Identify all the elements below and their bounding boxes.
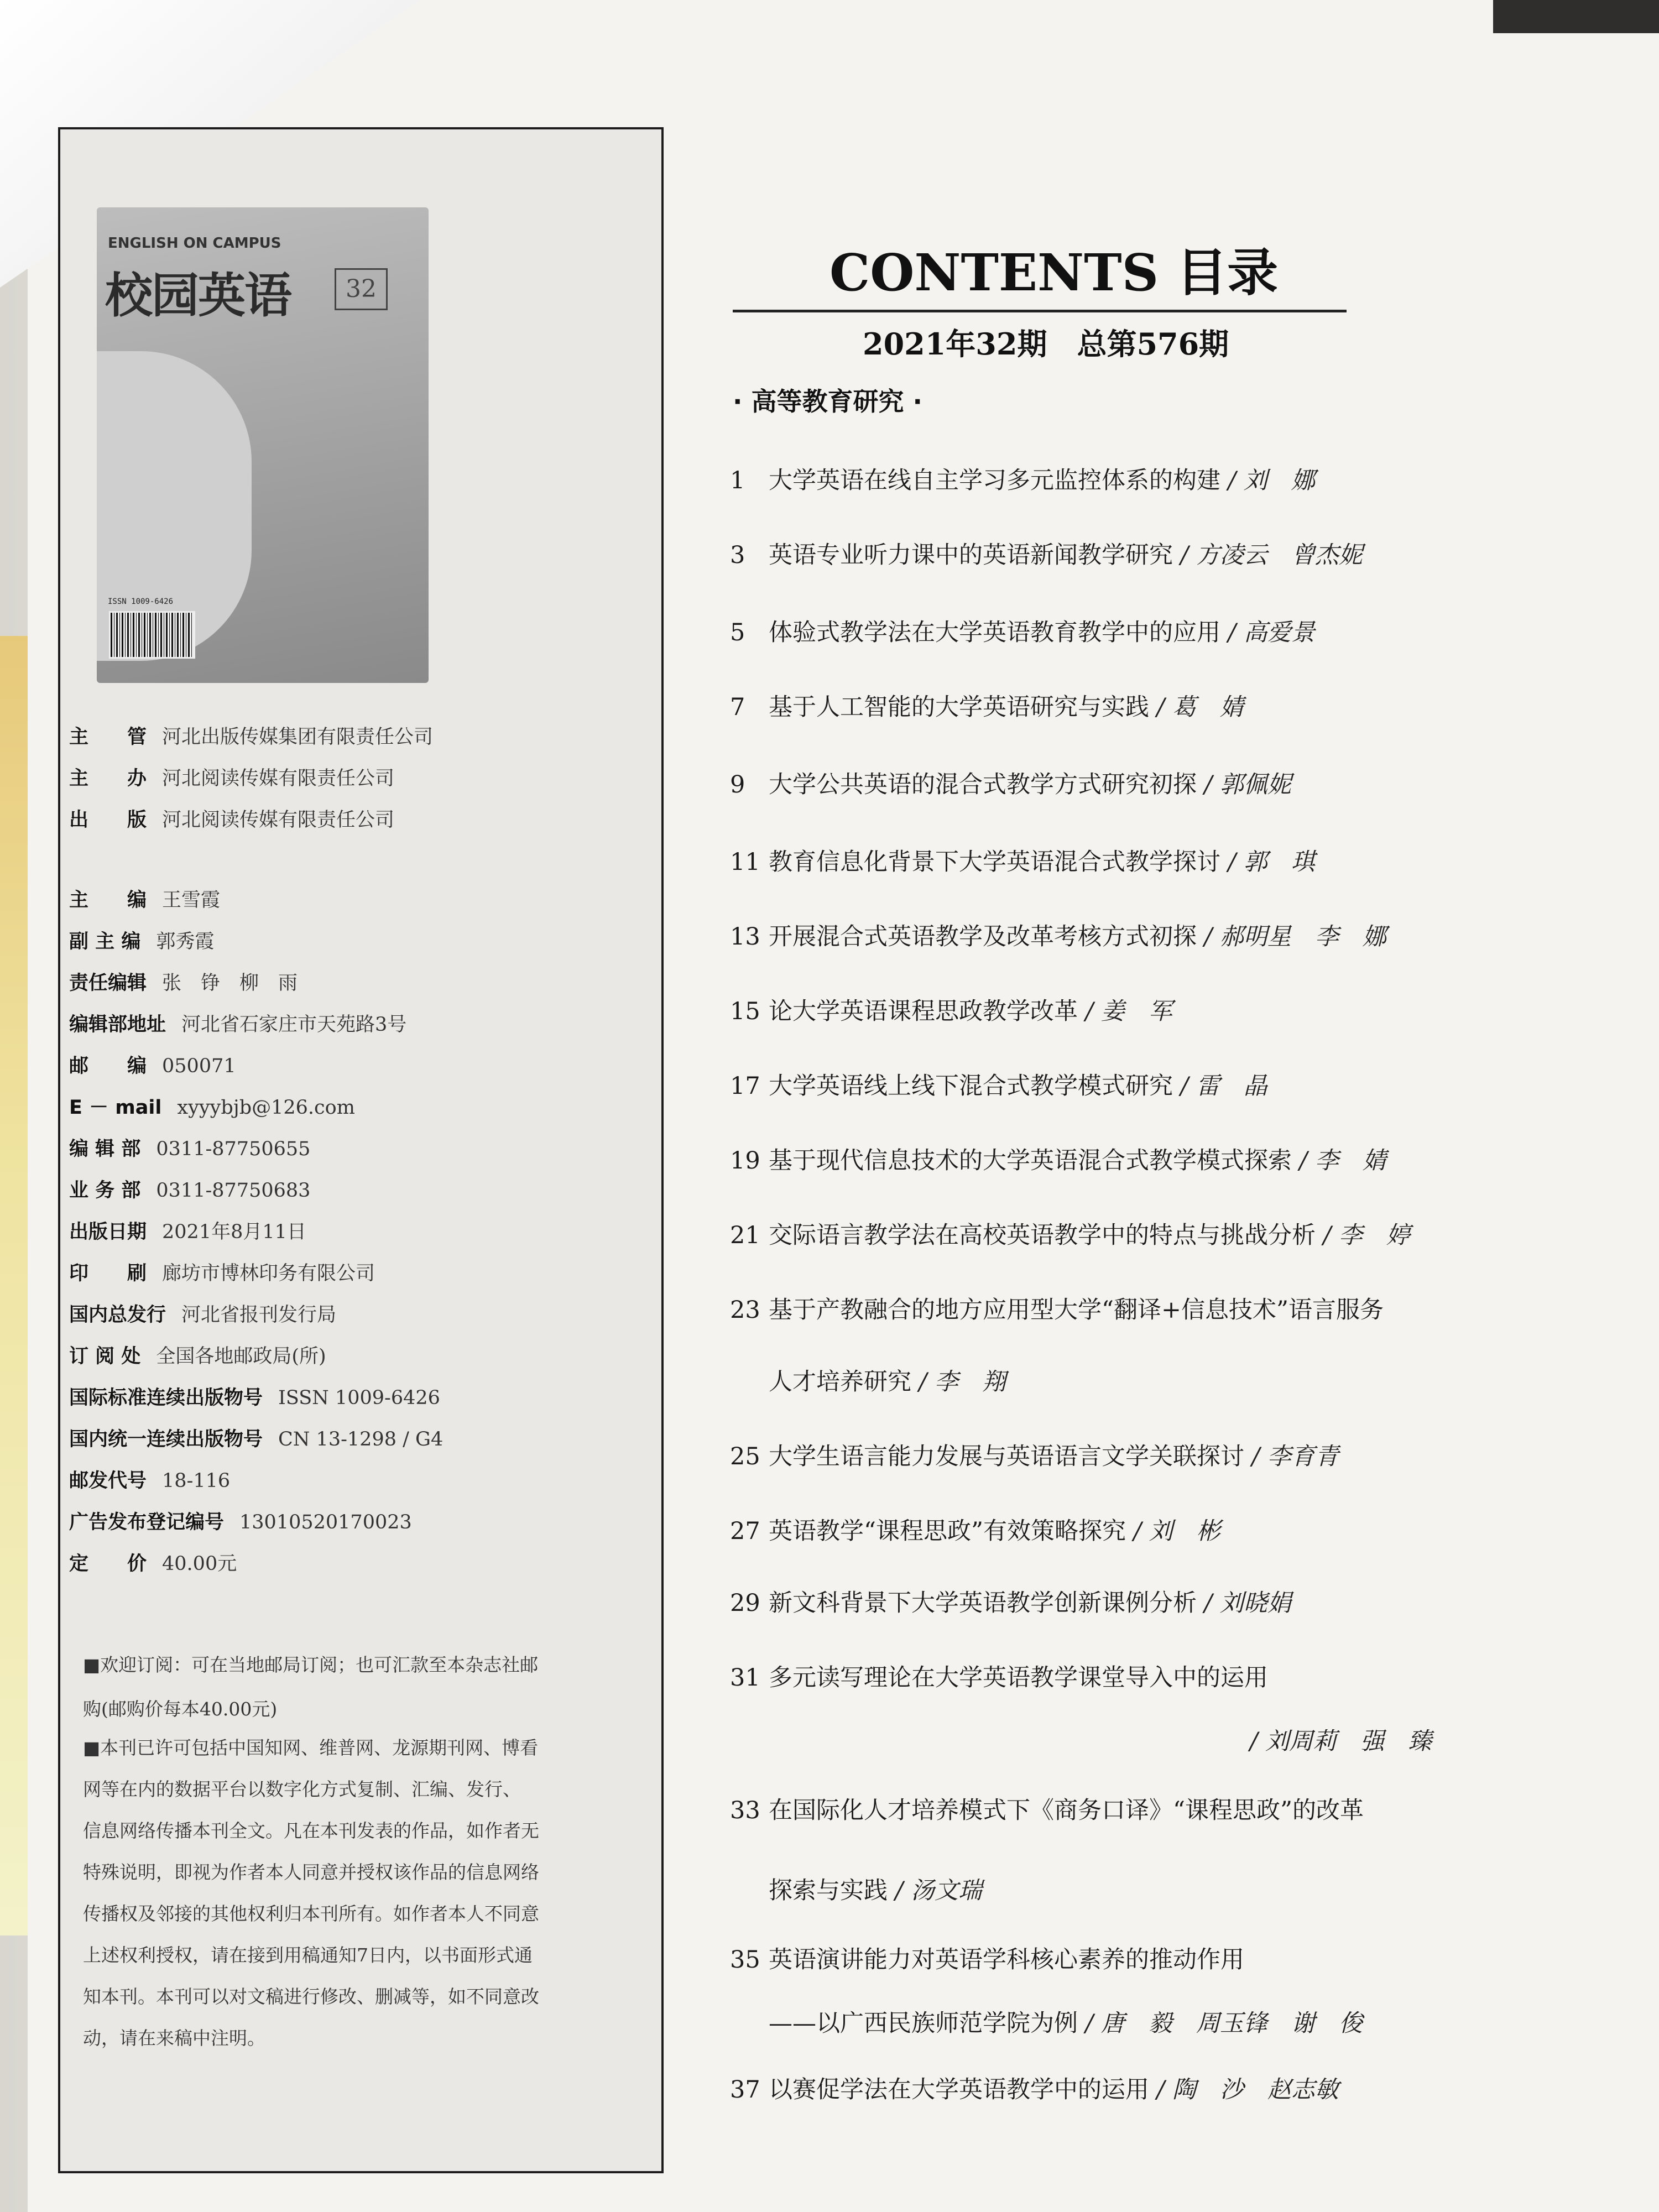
masthead-row: 主 编 王雪霞: [69, 889, 221, 911]
toc-entry: 人才培养研究 / 李 翔: [769, 1368, 1006, 1396]
section-heading: · 高等教育研究 ·: [733, 387, 922, 416]
toc-entry: 3 英语专业听力课中的英语新闻教学研究 / 方凌云 曾杰妮: [730, 541, 1363, 569]
notice-line: 购(邮购价每本40.00元): [83, 1698, 278, 1720]
toc-entry: 37 以赛促学法在大学英语教学中的运用 / 陶 沙 赵志敏: [730, 2076, 1339, 2104]
cover-issue-number: 32: [335, 268, 388, 310]
masthead-row: 出版日期 2021年8月11日: [69, 1221, 306, 1243]
toc-entry: 19 基于现代信息技术的大学英语混合式教学模式探索 / 李 婧: [730, 1147, 1386, 1175]
notice-line: 网等在内的数据平台以数字化方式复制、汇编、发行、: [83, 1778, 521, 1800]
toc-entry: 15 论大学英语课程思政教学改革 / 姜 军: [730, 998, 1172, 1025]
cover-english-name: ENGLISH ON CAMPUS: [108, 235, 281, 252]
notice-line: 动，请在来稿中注明。: [83, 2027, 265, 2049]
notice-line: ■欢迎订阅：可在当地邮局订阅；也可汇款至本杂志社邮: [83, 1654, 539, 1676]
barcode-number: ISSN 1009-6426: [108, 597, 174, 606]
toc-entry: 7 基于人工智能的大学英语研究与实践 / 葛 婧: [730, 693, 1244, 721]
toc-entry: 25 大学生语言能力发展与英语语言文学关联探讨 / 李育青: [730, 1443, 1339, 1470]
cover-title: 校园英语: [105, 268, 291, 324]
masthead-row: 广告发布登记编号 13010520170023: [69, 1511, 412, 1533]
masthead-row: 国际标准连续出版物号 ISSN 1009-6426: [69, 1387, 440, 1409]
magazine-cover-image: [97, 207, 429, 683]
masthead-row: 业 务 部 0311-87750683: [69, 1180, 311, 1202]
notice-line: 特殊说明，即视为作者本人同意并授权该作品的信息网络: [83, 1861, 539, 1883]
toc-entry: 23 基于产教融合的地方应用型大学“翻译+信息技术”语言服务: [730, 1296, 1384, 1324]
masthead-row: E － mail xyyybjb@126.com: [69, 1097, 355, 1119]
masthead-row: 邮发代号 18-116: [69, 1470, 231, 1492]
toc-entry: ——以广西民族师范学院为例 / 唐 毅 周玉锋 谢 俊: [769, 2010, 1363, 2037]
notice-line: 传播权及邻接的其他权利归本刊所有。如作者本人不同意: [83, 1903, 539, 1924]
notice-line: 信息网络传播本刊全文。凡在本刊发表的作品，如作者无: [83, 1820, 539, 1841]
masthead-row: 国内统一连续出版物号 CN 13-1298 / G4: [69, 1428, 444, 1451]
masthead-row: 责任编辑 张 铮 柳 雨: [69, 972, 298, 994]
masthead-row: 订 阅 处 全国各地邮政局(所): [69, 1345, 326, 1368]
toc-entry: 1 大学英语在线自主学习多元监控体系的构建 / 刘 娜: [730, 467, 1315, 494]
notice-line: 知本刊。本刊可以对文稿进行修改、删减等，如不同意改: [83, 1986, 539, 2007]
toc-entry: 5 体验式教学法在大学英语教育教学中的应用 / 高爱景: [730, 619, 1315, 646]
toc-entry: 17 大学英语线上线下混合式教学模式研究 / 雷 晶: [730, 1072, 1267, 1100]
masthead-row: 编辑部地址 河北省石家庄市天苑路3号: [69, 1014, 407, 1036]
toc-entry: 31 多元读写理论在大学英语教学课堂导入中的运用: [730, 1664, 1268, 1692]
toc-entry: / 刘周莉 强 臻: [1250, 1728, 1432, 1755]
masthead-row: 主 办 河北阅读传媒有限责任公司: [69, 768, 395, 790]
masthead-row: 出 版 河北阅读传媒有限责任公司: [69, 809, 395, 831]
masthead-row: 国内总发行 河北省报刊发行局: [69, 1304, 337, 1326]
toc-entry: 11 教育信息化背景下大学英语混合式教学探讨 / 郭 琪: [730, 848, 1315, 876]
masthead-row: 副 主 编 郭秀霞: [69, 931, 215, 953]
title-divider: [733, 310, 1347, 312]
notice-line: ■本刊已许可包括中国知网、维普网、龙源期刊网、博看: [83, 1737, 539, 1759]
masthead-row: 定 价 40.00元: [69, 1553, 237, 1575]
toc-entry: 35 英语演讲能力对英语学科核心素养的推动作用: [730, 1946, 1244, 1974]
toc-entry: 21 交际语言教学法在高校英语教学中的特点与挑战分析 / 李 婷: [730, 1222, 1410, 1249]
toc-entry: 33 在国际化人才培养模式下《商务口译》“课程思政”的改革: [730, 1797, 1364, 1824]
toc-entry: 27 英语教学“课程思政”有效策略探究 / 刘 彬: [730, 1517, 1220, 1545]
masthead-row: 主 管 河北出版传媒集团有限责任公司: [69, 726, 434, 748]
masthead-row: 印 刷 廊坊市博林印务有限公司: [69, 1262, 375, 1285]
barcode-icon: [109, 611, 195, 659]
toc-entry: 9 大学公共英语的混合式教学方式研究初探 / 郭佩妮: [730, 771, 1291, 799]
toc-entry: 探索与实践 / 汤文瑞: [769, 1877, 982, 1905]
masthead-row: 编 辑 部 0311-87750655: [69, 1138, 311, 1160]
top-edge-shadow: [1493, 0, 1659, 33]
contents-title: CONTENTS 目录: [830, 243, 1279, 302]
issue-info: 2021年32期 总第576期: [863, 326, 1229, 362]
toc-entry: 13 开展混合式英语教学及改革考核方式初探 / 郝明星 李 娜: [730, 923, 1386, 951]
masthead-row: 邮 编 050071: [69, 1055, 236, 1077]
toc-entry: 29 新文科背景下大学英语教学创新课例分析 / 刘晓娟: [730, 1589, 1291, 1617]
notice-line: 上述权利授权，请在接到用稿通知7日内，以书面形式通: [83, 1944, 533, 1966]
